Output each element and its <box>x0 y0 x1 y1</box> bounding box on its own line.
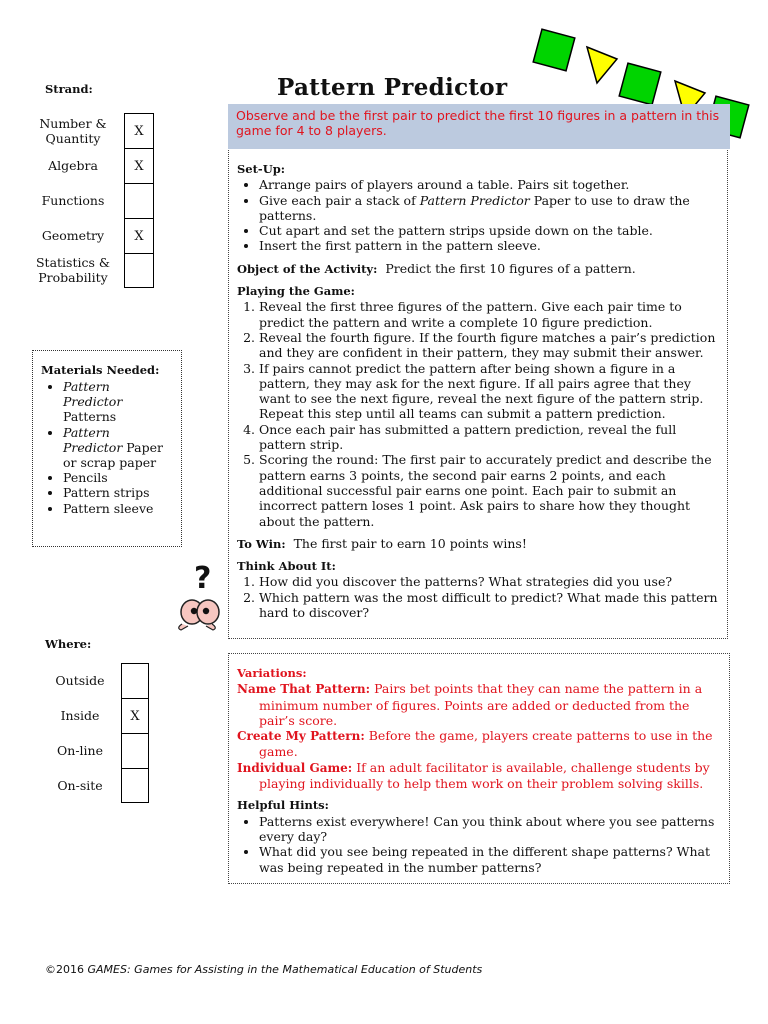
hints-list <box>237 814 721 875</box>
strand-check-number-quantity: X <box>124 113 154 148</box>
materials-list <box>41 379 173 516</box>
intro-banner <box>228 104 730 149</box>
list-item: • Patterns exist everywhere! Can you think about where you see patterns every day? <box>259 814 721 845</box>
list-item: 2. Which pattern was the most difficult to predict? What made this pattern hard to discover? <box>259 590 719 621</box>
where-check-outside <box>121 663 149 698</box>
strand-label-algebra: Algebra <box>48 158 98 173</box>
object-line <box>237 261 719 277</box>
where-check-onsite <box>121 768 149 803</box>
towin-heading: To Win: <box>237 536 286 551</box>
footer-copyright: ©2016 GAMES: Games for Assisting in the Mathematical Education of Students <box>45 963 483 976</box>
where-check-inside: X <box>121 698 149 733</box>
hints-heading: Helpful Hints: <box>237 798 329 813</box>
intro-text: Observe and be the first pair to predict the first 10 figures in a pattern in this game for 4 to 8 players. <box>236 108 720 138</box>
think-list <box>237 574 719 620</box>
list-item: 1. Reveal the first three figures of the pattern. Give each pair time to predict the pattern and write a complete 10 figure prediction. <box>259 299 719 330</box>
variation-item: Name That Pattern: Pairs bet points that they can name the pattern in a minimum number of figures. Points are added or deducted from the pair’s score. <box>237 681 703 728</box>
playing-heading: Playing the Game: <box>237 284 355 299</box>
thinking-mascot-icon <box>172 560 222 632</box>
where-label-inside: Inside <box>60 708 100 723</box>
list-item: 3. If pairs cannot predict the pattern after being shown a figure in a pattern, they may ask for the next figure. If all pairs agree that they want to see the next figure, reveal the next figure of the pattern strip. Repeat this step until all teams can submit a pattern prediction. <box>259 361 719 422</box>
playing-steps <box>237 299 719 528</box>
list-item: • Give each pair a stack of Pattern Predictor Paper to use to draw the patterns. <box>259 193 719 224</box>
materials-heading: Materials Needed: <box>41 363 160 377</box>
where-checkbox-column <box>121 663 149 803</box>
think-heading: Think About It: <box>237 559 336 574</box>
list-item: • Arrange pairs of players around a table. Pairs sit together. <box>259 177 719 192</box>
where-label-onsite: On-site <box>57 778 103 793</box>
green-square-icon <box>619 63 661 105</box>
strand-check-geometry: X <box>124 218 154 253</box>
where-label-online: On-line <box>57 743 103 758</box>
strand-heading: Strand: <box>45 82 93 96</box>
where-label-outside: Outside <box>55 673 105 688</box>
yellow-triangle-icon <box>587 47 617 83</box>
list-item: • Pattern Predictor Patterns <box>63 379 173 425</box>
strand-checkbox-column <box>124 113 154 288</box>
strand-label-functions: Functions <box>41 193 105 208</box>
strand-label-statistics-probability: Statistics & Probability <box>35 255 110 285</box>
instructions-box <box>228 150 728 639</box>
list-item: • Pattern strips <box>63 485 173 500</box>
variation-item: Create My Pattern: Before the game, players create patterns to use in the game. <box>237 728 713 760</box>
list-item: • Pattern Predictor Paper or scrap paper <box>63 425 173 471</box>
strand-check-algebra: X <box>124 148 154 183</box>
setup-list <box>237 177 719 253</box>
strand-label-number-quantity: Number & Quantity <box>39 116 107 146</box>
list-item: • What did you see being repeated in the different shape patterns? What was being repeated in the number patterns? <box>259 844 721 875</box>
object-text: Predict the first 10 figures of a pattern. <box>385 260 636 276</box>
page-title: Pattern Predictor <box>277 74 508 101</box>
list-item: 4. Once each pair has submitted a pattern prediction, reveal the full pattern strip. <box>259 422 719 453</box>
list-item: • Cut apart and set the pattern strips upside down on the table. <box>259 223 719 238</box>
object-heading: Object of the Activity: <box>237 261 378 276</box>
variations-heading: Variations: <box>237 666 307 680</box>
strand-label-geometry: Geometry <box>41 228 105 243</box>
towin-text: The first pair to earn 10 points wins! <box>293 535 527 551</box>
strand-check-statistics-probability <box>124 253 154 288</box>
list-item: 1. How did you discover the patterns? What strategies did you use? <box>259 574 719 589</box>
towin-line <box>237 536 719 552</box>
strand-check-functions <box>124 183 154 218</box>
svg-text:?: ? <box>194 561 212 596</box>
setup-heading: Set-Up: <box>237 162 286 176</box>
list-item: 5. Scoring the round: The first pair to accurately predict and describe the pattern earns 3 points, the second pair earns 2 points, and each additional successful pair earns one point. Each pair to submit an incorrect pattern loses 1 point. Ask pairs to share how they thought about the pattern. <box>259 452 719 528</box>
variation-item: Individual Game: If an adult facilitator is available, challenge students by playing individually to help them work on their problem solving skills. <box>237 759 710 792</box>
materials-box <box>32 350 182 547</box>
list-item: • Pencils <box>63 470 173 485</box>
list-item: 2. Reveal the fourth figure. If the fourth figure matches a pair’s prediction and they are confident in their pattern, they may submit their answer. <box>259 330 719 361</box>
list-item: • Pattern sleeve <box>63 501 173 516</box>
where-check-online <box>121 733 149 768</box>
green-square-icon <box>533 29 575 71</box>
list-item: • Insert the first pattern in the pattern sleeve. <box>259 238 719 253</box>
where-heading: Where: <box>45 637 92 651</box>
variations-box <box>228 653 730 884</box>
